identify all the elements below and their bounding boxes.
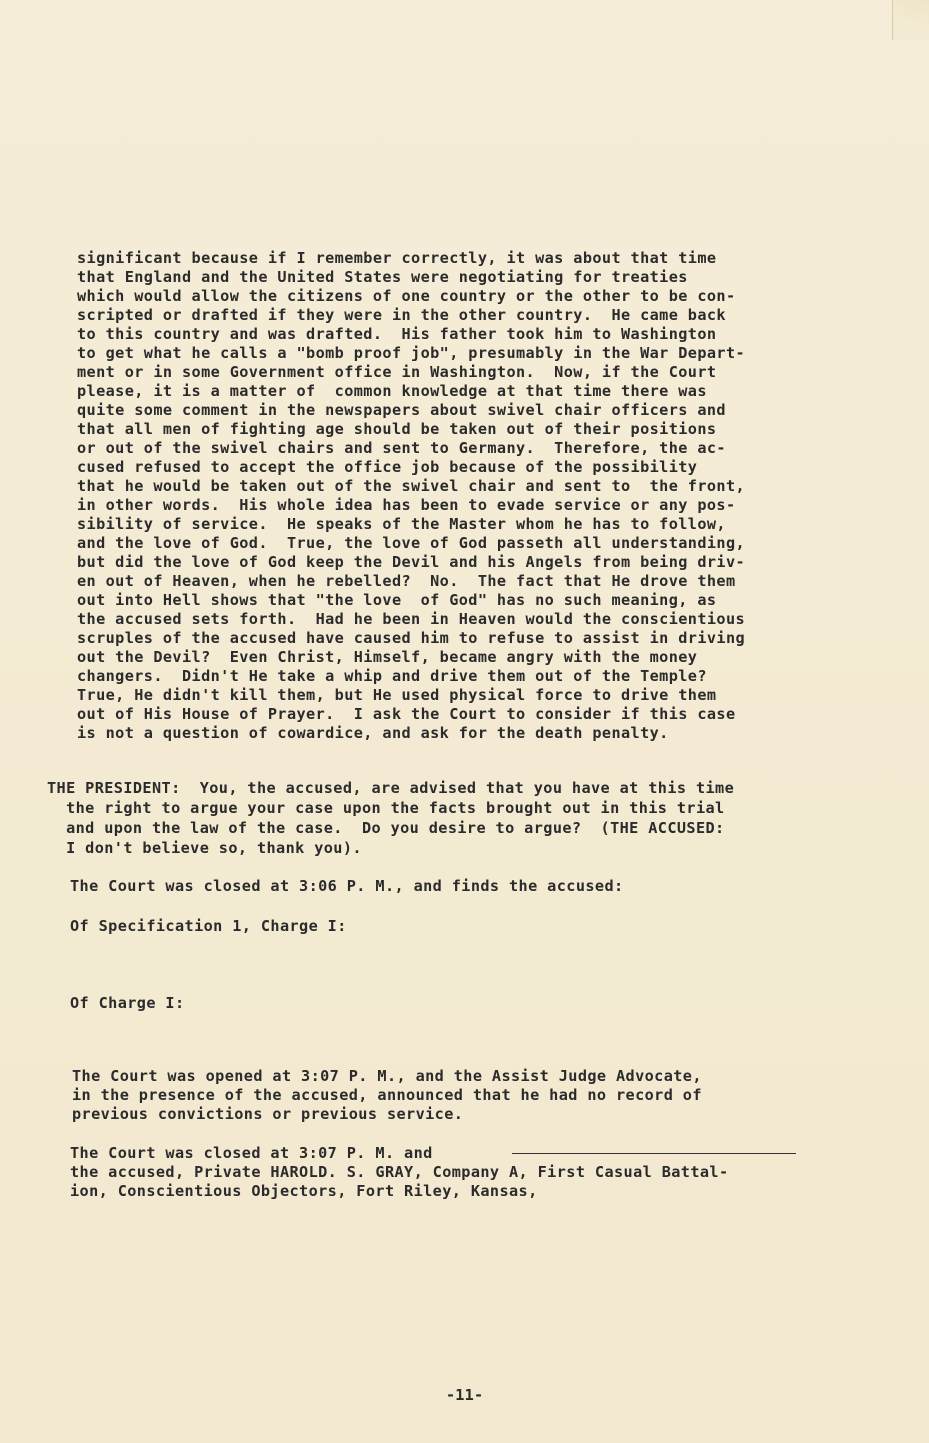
argument-line: en out of Heaven, when he rebelled? No. The fact that He drove them: [77, 572, 736, 590]
argument-line: changers. Didn't He take a whip and drive them out of the Temple?: [77, 667, 707, 685]
argument-line: to this country and was drafted. His father took him to Washington: [77, 325, 717, 343]
argument-line: or out of the swivel chairs and sent to Germany. Therefore, the ac-: [77, 439, 726, 457]
argument-line: and the love of God. True, the love of God passeth all understanding,: [77, 534, 746, 552]
charge-finding: Of Charge I:: [70, 994, 185, 1012]
opened-line: previous convictions or previous service.: [72, 1105, 464, 1123]
argument-line: please, it is a matter of common knowledge at that time there was: [77, 382, 707, 400]
argument-line: out into Hell shows that "the love of God" has no such meaning, as: [77, 591, 717, 609]
page-number: -11-: [445, 1386, 484, 1404]
specification-finding: Of Specification 1, Charge I:: [70, 917, 347, 935]
argument-line: out the Devil? Even Christ, Himself, became angry with the money: [77, 648, 698, 666]
opened-line: in the presence of the accused, announced that he had no record of: [72, 1086, 702, 1104]
argument-line: the accused sets forth. Had he been in Heaven would the conscientious: [77, 610, 746, 628]
sentence-line: ion, Conscientious Objectors, Fort Riley, Kansas,: [70, 1182, 538, 1200]
opened-line: The Court was opened at 3:07 P. M., and the Assist Judge Advocate,: [72, 1067, 702, 1085]
page-corner-fold: [892, 0, 929, 40]
argument-line: which would allow the citizens of one country or the other to be con-: [77, 287, 736, 305]
argument-line: in other words. His whole idea has been to evade service or any pos-: [77, 496, 736, 514]
argument-line: scruples of the accused have caused him to refuse to assist in driving: [77, 629, 746, 647]
president-line: and upon the law of the case. Do you desire to argue? (THE ACCUSED:: [47, 819, 725, 837]
argument-line: quite some comment in the newspapers about swivel chair officers and: [77, 401, 726, 419]
argument-line: out of His House of Prayer. I ask the Court to consider if this case: [77, 705, 736, 723]
argument-line: that all men of fighting age should be taken out of their positions: [77, 420, 717, 438]
argument-line: to get what he calls a "bomb proof job", presumably in the War Depart-: [77, 344, 746, 362]
argument-line: that he would be taken out of the swivel chair and sent to the front,: [77, 477, 746, 495]
sentence-line: the accused, Private HAROLD. S. GRAY, Company A, First Casual Battal-: [70, 1163, 729, 1181]
blank-sentence-rule: [512, 1153, 796, 1154]
argument-line: sibility of service. He speaks of the Master whom he has to follow,: [77, 515, 726, 533]
president-line: the right to argue your case upon the facts brought out in this trial: [47, 799, 725, 817]
argument-line: scripted or drafted if they were in the other country. He came back: [77, 306, 726, 324]
argument-line: cused refused to accept the office job because of the possibility: [77, 458, 698, 476]
argument-line: True, He didn't kill them, but He used physical force to drive them: [77, 686, 717, 704]
president-line: THE PRESIDENT: You, the accused, are advised that you have at this time: [47, 779, 735, 797]
argument-line: that England and the United States were negotiating for treaties: [77, 268, 688, 286]
president-line: I don't believe so, thank you).: [47, 839, 362, 857]
argument-line: ment or in some Government office in Washington. Now, if the Court: [77, 363, 717, 381]
sentence-line: The Court was closed at 3:07 P. M. and: [70, 1144, 433, 1162]
argument-line: is not a question of cowardice, and ask for the death penalty.: [77, 724, 669, 742]
argument-line: but did the love of God keep the Devil and his Angels from being driv-: [77, 553, 746, 571]
argument-line: significant because if I remember correctly, it was about that time: [77, 249, 717, 267]
court-closed-finding: The Court was closed at 3:06 P. M., and finds the accused:: [70, 877, 624, 895]
